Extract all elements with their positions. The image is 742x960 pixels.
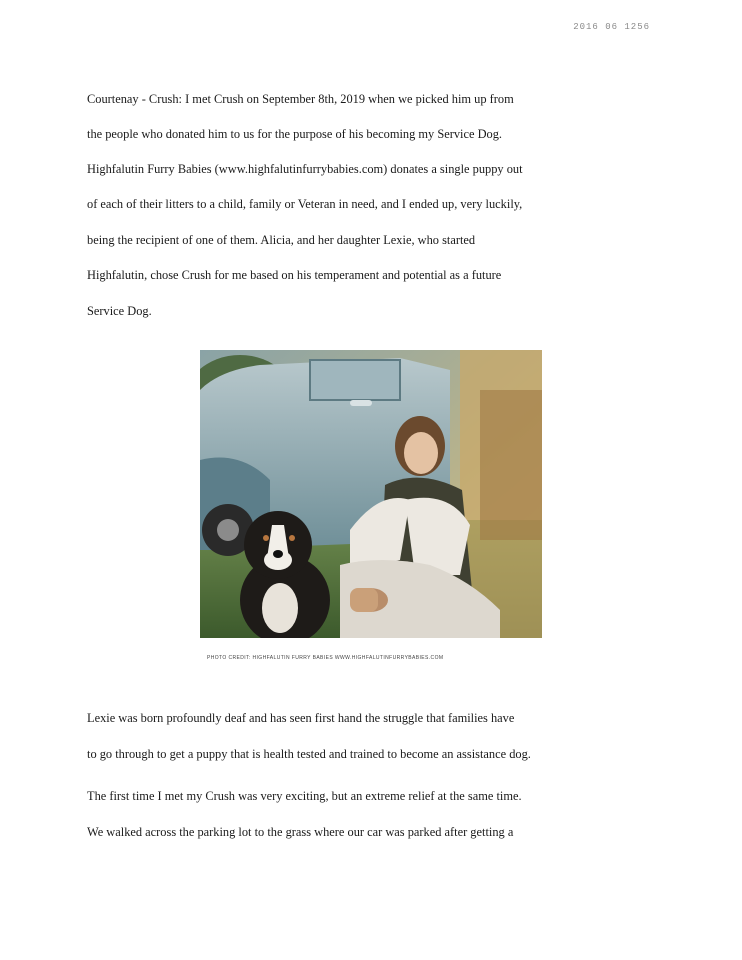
text-line: Highfalutin Furry Babies (www.highfalutinfurrybabies.com) donates a single puppy out [87,162,523,176]
text-line: the people who donated him to us for the purpose of his becoming my Service Dog. [87,127,503,141]
photo-credit: PHOTO CREDIT: HIGHFALUTIN FURRY BABIES WWW.HIGHFALUTINFURRYBABIES.COM [207,655,444,661]
text-line: Courtenay - Crush: I met Crush on September 8th, 2019 when we picked him up from [87,92,514,106]
text-line: Lexie was born profoundly deaf and has seen first hand the struggle that families have [87,711,515,725]
text-line: Highfalutin, chose Crush for me based on his temperament and potential as a future [87,268,502,282]
text-line: We walked across the parking lot to the grass where our car was parked after getting a [87,825,514,839]
page-number: 2016 06 1256 [573,22,650,32]
photo-girl-with-dog [200,350,542,638]
text-line: The first time I met my Crush was very exciting, but an extreme relief at the same time. [87,789,522,803]
text-line: of each of their litters to a child, family or Veteran in need, and I ended up, very luckily, [87,197,523,211]
text-line: being the recipient of one of them. Alicia, and her daughter Lexie, who started [87,233,476,247]
text-line: Service Dog. [87,304,152,318]
text-line: to go through to get a puppy that is health tested and trained to become an assistance dog. [87,747,531,761]
photo-illustration [200,350,542,638]
